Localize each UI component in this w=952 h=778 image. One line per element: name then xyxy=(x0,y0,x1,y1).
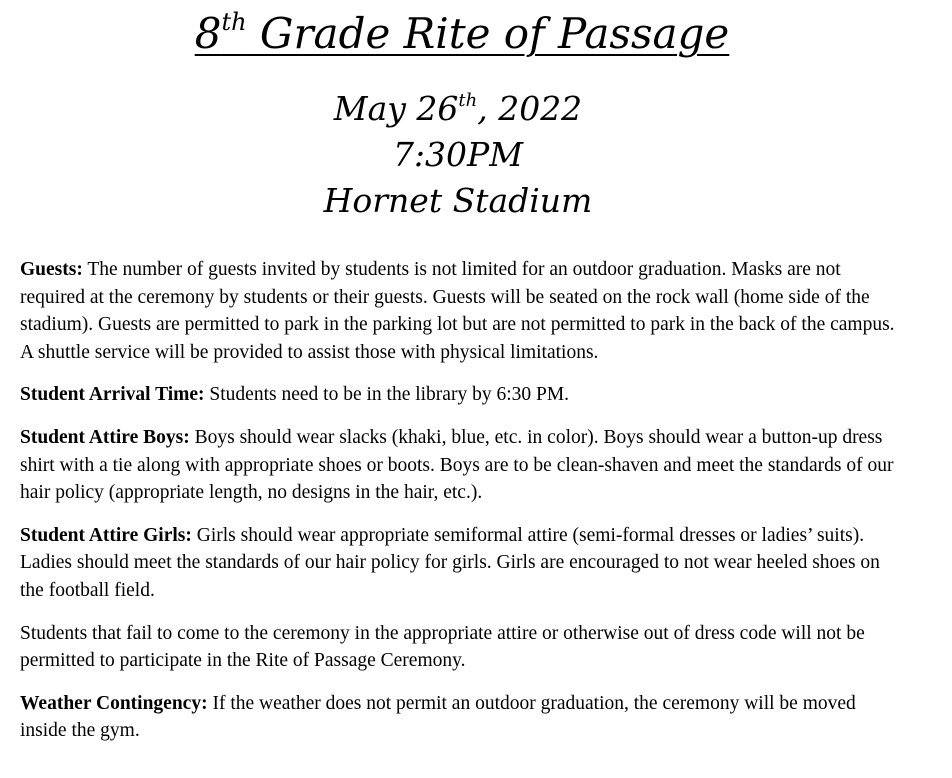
weather-text: If the weather does not permit an outdoor graduation, the ceremony will be moved inside the gym. xyxy=(20,692,856,742)
arrival-text: Students need to be in the library by 6:30 PM. xyxy=(204,384,570,406)
guests-paragraph xyxy=(20,256,900,366)
attire-girls-label: Student Attire Girls: xyxy=(20,524,192,546)
guests-label: Guests: xyxy=(20,259,83,280)
arrival-label: Student Arrival Time: xyxy=(20,384,205,406)
weather-label: Weather Contingency: xyxy=(20,692,208,714)
event-time: 7:30PM xyxy=(392,135,524,174)
event-date-prefix: May 26 xyxy=(333,89,459,128)
weather-paragraph xyxy=(20,690,900,745)
event-date-ordinal-suffix: th xyxy=(458,90,478,111)
arrival-paragraph xyxy=(20,381,900,409)
attire-boys-label: Student Attire Boys: xyxy=(20,426,190,448)
attire-boys-paragraph xyxy=(20,424,900,507)
event-location: Hornet Stadium xyxy=(323,181,593,220)
attire-girls-text: Girls should wear appropriate semiformal attire (semi-formal dresses or ladies’ suits). Ladies should meet the standards of our hair policy for girls. Girls are encouraged to not wear heeled shoes on the football field. xyxy=(20,524,880,601)
attire-girls-paragraph xyxy=(20,522,900,605)
dress-code-text: Students that fail to come to the ceremony in the appropriate attire or otherwise out of dress code will not be permitted to participate in the Rite of Passage Ceremony. xyxy=(20,622,865,672)
title-prefix: 8 xyxy=(194,9,222,58)
attire-boys-text: Boys should wear slacks (khaki, blue, etc. in color). Boys should wear a button-up dress shirt with a tie along with appropriate shoes or boots. Boys are to be clean-shaven and meet the standards of our hair policy (appropriate length, no designs in the hair, etc.). xyxy=(20,426,894,504)
event-date xyxy=(0,86,916,132)
event-info xyxy=(0,86,916,224)
dress-code-paragraph xyxy=(20,620,900,675)
body-text xyxy=(20,256,900,760)
title-text xyxy=(195,9,730,58)
title-rest: Grade Rite of Passage xyxy=(246,9,730,58)
guests-text: The number of guests invited by students is not limited for an outdoor graduation. Masks are not required at the ceremony by students or their guests. Guests will be seated on the rock wall (home side of the stadium). Guests are permitted to park in the parking lot but are not permitted to park in the back of the campus. A shuttle service will be provided to assist those with physical limitations. xyxy=(20,259,895,363)
page-title xyxy=(0,4,924,64)
title-ordinal-suffix: th xyxy=(221,8,247,36)
event-date-rest: , 2022 xyxy=(477,89,583,128)
